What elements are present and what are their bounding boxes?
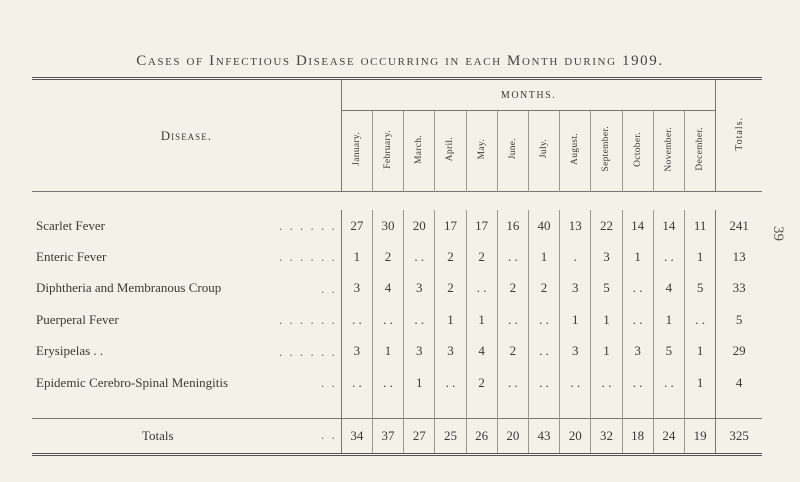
month-value-cell: . .: [404, 241, 435, 272]
months-group-header: MONTHS.: [341, 79, 716, 111]
month-value-cell: 3: [435, 336, 466, 367]
month-header: [622, 111, 653, 192]
month-header-label: February.: [383, 129, 394, 169]
month-value-cell: 27: [404, 419, 435, 455]
month-header: [653, 111, 684, 192]
month-value-cell: 2: [466, 241, 497, 272]
month-header: [435, 111, 466, 192]
month-value-cell: 2: [528, 273, 559, 304]
month-value-cell: 18: [622, 419, 653, 455]
dot-leader: . . . . . .: [278, 218, 337, 233]
month-value-cell: 1: [341, 241, 372, 272]
month-value-cell: 40: [528, 210, 559, 241]
table-row: [32, 273, 762, 304]
month-header: [404, 111, 435, 192]
month-value-cell: 20: [560, 419, 591, 455]
month-value-cell: . .: [372, 367, 403, 398]
month-header-label: January.: [351, 132, 362, 166]
dot-leader: . .: [320, 374, 337, 390]
dot-leader: . . . . . .: [278, 249, 337, 265]
month-value-cell: 5: [696, 280, 704, 296]
disease-label: Puerperal Fever: [36, 311, 119, 327]
month-value-cell: 43: [528, 419, 559, 455]
month-value-cell: .: [560, 241, 591, 272]
month-value-cell: . .: [497, 241, 528, 272]
disease-label: Totals: [142, 428, 174, 444]
month-header: [528, 111, 559, 192]
table-row: [32, 241, 762, 272]
month-value-cell: 24: [653, 419, 684, 455]
month-value-cell: 19: [684, 419, 715, 455]
disease-name: [32, 273, 341, 304]
month-value-cell: 32: [591, 419, 622, 455]
disease-label: Enteric Fever: [36, 249, 107, 265]
month-value-cell: 20: [497, 419, 528, 455]
month-value-cell: 1: [404, 367, 435, 398]
month-value-cell: 37: [372, 419, 403, 455]
disease-name: [32, 419, 341, 455]
month-value-cell: 1: [591, 336, 622, 367]
month-value-cell: 5: [591, 273, 622, 304]
month-value-cell: . .: [466, 273, 497, 304]
month-value-cell: 25: [435, 419, 466, 455]
table-row: [32, 210, 762, 241]
month-header: [560, 111, 591, 192]
month-header-label: May.: [476, 138, 487, 160]
month-value-cell: 3: [404, 273, 435, 304]
disease-name: [32, 304, 341, 335]
disease-label: Epidemic Cerebro-Spinal Meningitis: [36, 374, 229, 390]
month-header: [466, 111, 497, 192]
month-value-cell: 16: [497, 210, 528, 241]
totals-header-label: Totals.: [733, 116, 745, 151]
month-value-cell: . .: [435, 367, 466, 398]
month-value-cell: . .: [497, 367, 528, 398]
disease-column-header: Disease.: [32, 79, 341, 192]
month-value-cell: 1: [591, 304, 622, 335]
month-value-cell: 14: [653, 210, 684, 241]
page-number: 39: [770, 226, 786, 241]
month-value-cell: 4: [653, 273, 684, 304]
disease-name: [32, 367, 341, 398]
month-value-cell: . .: [528, 336, 559, 367]
month-header-label: June.: [507, 138, 518, 160]
month-value-cell: 11: [693, 217, 707, 233]
month-value-cell: . .: [404, 304, 435, 335]
month-value-cell: . .: [528, 367, 559, 398]
month-value-cell: 1: [528, 241, 559, 272]
month-header-label: October.: [632, 131, 643, 167]
infectious-disease-table: [32, 77, 762, 456]
month-value-cell: 1: [696, 343, 704, 359]
month-value-cell: . .: [372, 304, 403, 335]
month-value-cell: 17: [435, 210, 466, 241]
row-total-cell: 33: [716, 273, 762, 304]
month-value-cell: 20: [404, 210, 435, 241]
month-header-label: April.: [445, 136, 456, 162]
month-value-cell: . .: [622, 273, 653, 304]
month-header: [341, 111, 372, 192]
month-value-cell: 1: [622, 241, 653, 272]
row-total-cell: 13: [716, 241, 762, 272]
disease-name: [32, 336, 341, 367]
month-value-cell: 1: [435, 304, 466, 335]
month-value-cell: 34: [341, 419, 372, 455]
month-value-cell: . .: [341, 304, 372, 335]
month-value-cell: . .: [653, 367, 684, 398]
dot-leader: . .: [320, 280, 337, 296]
month-value-cell: 2: [466, 367, 497, 398]
table-row: [32, 304, 762, 335]
row-total-cell: 325: [716, 419, 762, 455]
month-value-cell: 3: [622, 336, 653, 367]
month-value-cell: 2: [435, 241, 466, 272]
month-value-cell: . .: [528, 304, 559, 335]
month-value-cell: 1: [653, 304, 684, 335]
month-value-cell: . .: [622, 304, 653, 335]
month-value-cell: . .: [622, 367, 653, 398]
month-value-cell: 3: [341, 336, 372, 367]
month-value-cell: . .: [497, 304, 528, 335]
month-value-cell: 3: [591, 241, 622, 272]
month-value-cell: 27: [341, 210, 372, 241]
row-total-cell: 5: [716, 304, 762, 335]
month-header-label: March.: [414, 134, 425, 164]
dot-leader: . . . . . .: [278, 312, 337, 328]
month-header-label: September.: [601, 126, 612, 172]
disease-name: [32, 210, 341, 241]
month-value-cell: 4: [466, 336, 497, 367]
month-header-label: August.: [570, 133, 581, 165]
month-header-label: July.: [539, 139, 550, 159]
month-header: [591, 111, 622, 192]
month-value-cell: 3: [341, 273, 372, 304]
month-value-cell: . .: [341, 367, 372, 398]
disease-name: [32, 241, 341, 272]
month-value-cell: 1: [696, 374, 704, 390]
month-value-cell: . .: [653, 241, 684, 272]
month-value-cell: 13: [560, 210, 591, 241]
month-header: [684, 111, 715, 192]
month-value-cell: 17: [466, 210, 497, 241]
month-header-label: November.: [663, 126, 674, 172]
month-value-cell: 2: [497, 273, 528, 304]
table-title: Cases of Infectious Disease occurring in each Month during 1909.: [136, 53, 664, 69]
row-total-cell: 4: [716, 367, 762, 398]
month-value-cell: 5: [653, 336, 684, 367]
disease-label: Diphtheria and Membranous Croup: [36, 280, 222, 296]
month-value-cell: . .: [695, 311, 706, 327]
month-header-label: December.: [695, 127, 706, 171]
disease-label: Scarlet Fever: [36, 217, 105, 233]
table-row: [32, 367, 762, 398]
totals-row: [32, 419, 762, 455]
month-value-cell: 1: [466, 304, 497, 335]
month-value-cell: . .: [591, 367, 622, 398]
month-value-cell: 3: [404, 336, 435, 367]
month-value-cell: 3: [560, 336, 591, 367]
row-total-cell: 241: [716, 210, 762, 241]
month-value-cell: 1: [372, 336, 403, 367]
totals-column-header: [716, 79, 762, 192]
month-value-cell: 2: [497, 336, 528, 367]
month-value-cell: 2: [435, 273, 466, 304]
month-value-cell: 22: [591, 210, 622, 241]
disease-label: Erysipelas . .: [36, 343, 104, 359]
month-value-cell: 4: [372, 273, 403, 304]
dot-leader: . .: [320, 427, 337, 443]
month-value-cell: . .: [560, 367, 591, 398]
month-value-cell: 26: [466, 419, 497, 455]
month-value-cell: 3: [560, 273, 591, 304]
month-value-cell: 1: [696, 249, 704, 265]
month-value-cell: 1: [560, 304, 591, 335]
month-header: [372, 111, 403, 192]
month-value-cell: 14: [622, 210, 653, 241]
row-total-cell: 29: [716, 336, 762, 367]
month-value-cell: 2: [372, 241, 403, 272]
dot-leader: . . . . . .: [278, 343, 337, 359]
month-value-cell: 30: [372, 210, 403, 241]
table-row: [32, 336, 762, 367]
month-header: [497, 111, 528, 192]
